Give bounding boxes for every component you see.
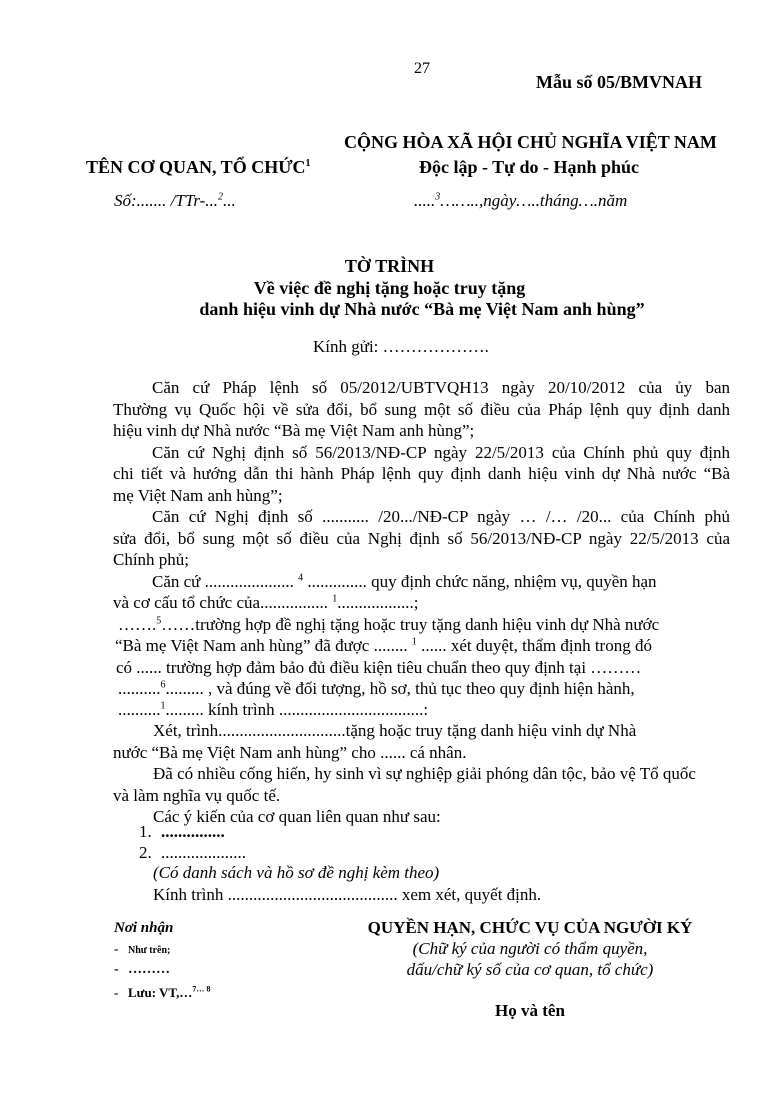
signer-name: Họ và tên [495,1001,565,1020]
footnote-ref: 3 [435,191,441,203]
item-number: 1. [139,822,152,841]
body-line [118,678,735,700]
recipient-item [114,941,170,957]
body-line [118,614,735,636]
recipient-item [114,985,210,1001]
signer-note-2: dấu/chữ ký số của cơ quan, tổ chức) [406,960,654,979]
recipient-item [114,962,170,978]
page-number: 27 [414,60,430,77]
opinion-item-1 [139,821,225,843]
body-line: Thường vụ Quốc hội về sửa đổi, bổ sung một số điều của Pháp lệnh quy định danh [113,400,730,419]
document-title: TỜ TRÌNH [344,256,435,276]
signer-note-1: (Chữ ký của người có thẩm quyền, [412,939,648,958]
opinion-item-2 [139,842,246,864]
dash: - [114,985,119,1000]
footnote-ref: 1 [160,700,166,712]
body-line: Xét, trình..............................tặng hoặc truy tặng danh hiệu vinh dự Nhà [153,721,637,740]
footnote-ref: 1 [332,593,338,605]
item-number: 2. [139,843,152,862]
body-line: sửa đổi, bổ sung một số điều của Nghị định số 56/2013/NĐ-CP ngày 22/5/2013 của [113,529,730,548]
text: Căn cứ ..................... [152,572,299,591]
attachment-note: (Có danh sách và hồ sơ đề nghị kèm theo) [153,863,440,882]
body-line: Căn cứ Nghị định số ........... /20.../NĐ-CP ngày … /… /20... của Chính phủ [152,507,730,526]
recipient-text: Lưu: VT,… [128,985,193,1000]
document-number-prefix: Số:....... /TTr-... [114,191,219,210]
body-line: Căn cứ Nghị định số 56/2013/NĐ-CP ngày 22/5/2013 của Chính phủ quy định [152,443,730,462]
text: ......... , và đúng về đối tượng, hồ sơ, thủ tục theo quy định hiện hành, [165,679,635,698]
text: ......... kính trình ..................................: [165,700,429,719]
body-line [152,571,730,593]
body-line: có ...... trường hợp đảm bảo đủ điều kiện tiêu chuẩn theo quy định tại ……… [116,658,642,677]
item-text: .................... [161,843,246,862]
body-line: mẹ Việt Nam anh hùng”; [113,486,283,505]
text: .............. quy định chức năng, nhiệm vụ, quyền hạn [303,572,657,591]
body-line [118,699,735,721]
text: ..................; [337,593,419,612]
footnote-ref: 1 [305,158,311,169]
body-line [113,592,730,614]
place-date-prefix: ..... [414,191,436,210]
footnote-ref: 2 [218,191,224,203]
motto: Độc lập - Tự do - Hạnh phúc [419,157,640,177]
org-name-text: TÊN CƠ QUAN, TỔ CHỨC [86,157,306,177]
body-line: Các ý kiến của cơ quan liên quan như sau: [153,807,441,826]
item-text: ............... [161,822,225,841]
text: ……trường hợp đề nghị tặng hoặc truy tặng danh hiệu vinh dự Nhà nước [161,615,660,634]
dash: - [114,962,119,977]
text: .......... [118,679,161,698]
place-date-suffix: ……..,ngày…..tháng….năm [440,191,628,210]
footnote-ref: 6 [160,679,166,691]
recipient-text: Như trên; [128,945,171,956]
document-subject-line1: Về việc đề nghị tặng hoặc truy tặng [253,278,526,298]
body-line: Đã có nhiều cống hiến, hy sinh vì sự nghiệp giải phóng dân tộc, bảo vệ Tổ quốc [153,764,696,783]
form-code: Mẫu số 05/BMVNAH [536,72,702,92]
text: “Bà mẹ Việt Nam anh hùng” đã được ........ [115,636,412,655]
text: .......... [118,700,161,719]
body-line: hiệu vinh dự Nhà nước “Bà mẹ Việt Nam anh hùng”; [113,421,475,440]
footnote-ref: 7… 8 [192,984,211,994]
body-line: Chính phủ; [113,550,190,569]
text: ……. [118,615,157,634]
recipients-title: Nơi nhận [114,920,174,936]
body-line: nước “Bà mẹ Việt Nam anh hùng” cho ...... cá nhân. [113,743,467,762]
body-line: Căn cứ Pháp lệnh số 05/2012/UBTVQH13 ngày 20/10/2012 của ủy ban [152,378,730,397]
document-number-suffix: ... [223,191,236,210]
body-line: và làm nghĩa vụ quốc tế. [113,786,281,805]
body-line [115,635,732,657]
footnote-ref: 5 [156,615,162,627]
signer-title: QUYỀN HẠN, CHỨC VỤ CỦA NGƯỜI KÝ [367,918,693,937]
document-number [114,191,236,211]
country-name: CỘNG HÒA XÃ HỘI CHỦ NGHĨA VIỆT NAM [344,132,717,152]
footnote-ref: 4 [298,572,304,584]
org-name [86,157,311,178]
body-line: chi tiết và hướng dẫn thi hành Pháp lệnh quy định danh hiệu vinh dự Nhà nước “Bà [113,464,730,483]
closing-line: Kính trình ........................................ xem xét, quyết định. [153,885,542,904]
footnote-ref: 1 [411,636,417,648]
dash: - [114,941,119,956]
recipient-line: Kính gửi: ………………. [313,337,489,356]
text: và cơ cấu tổ chức của................ [113,593,333,612]
place-date [414,191,627,211]
recipient-text: ……… [128,962,170,977]
text: ...... xét duyệt, thẩm định trong đó [416,636,652,655]
document-subject-line2: danh hiệu vinh dự Nhà nước “Bà mẹ Việt Nam anh hùng” [199,299,645,319]
